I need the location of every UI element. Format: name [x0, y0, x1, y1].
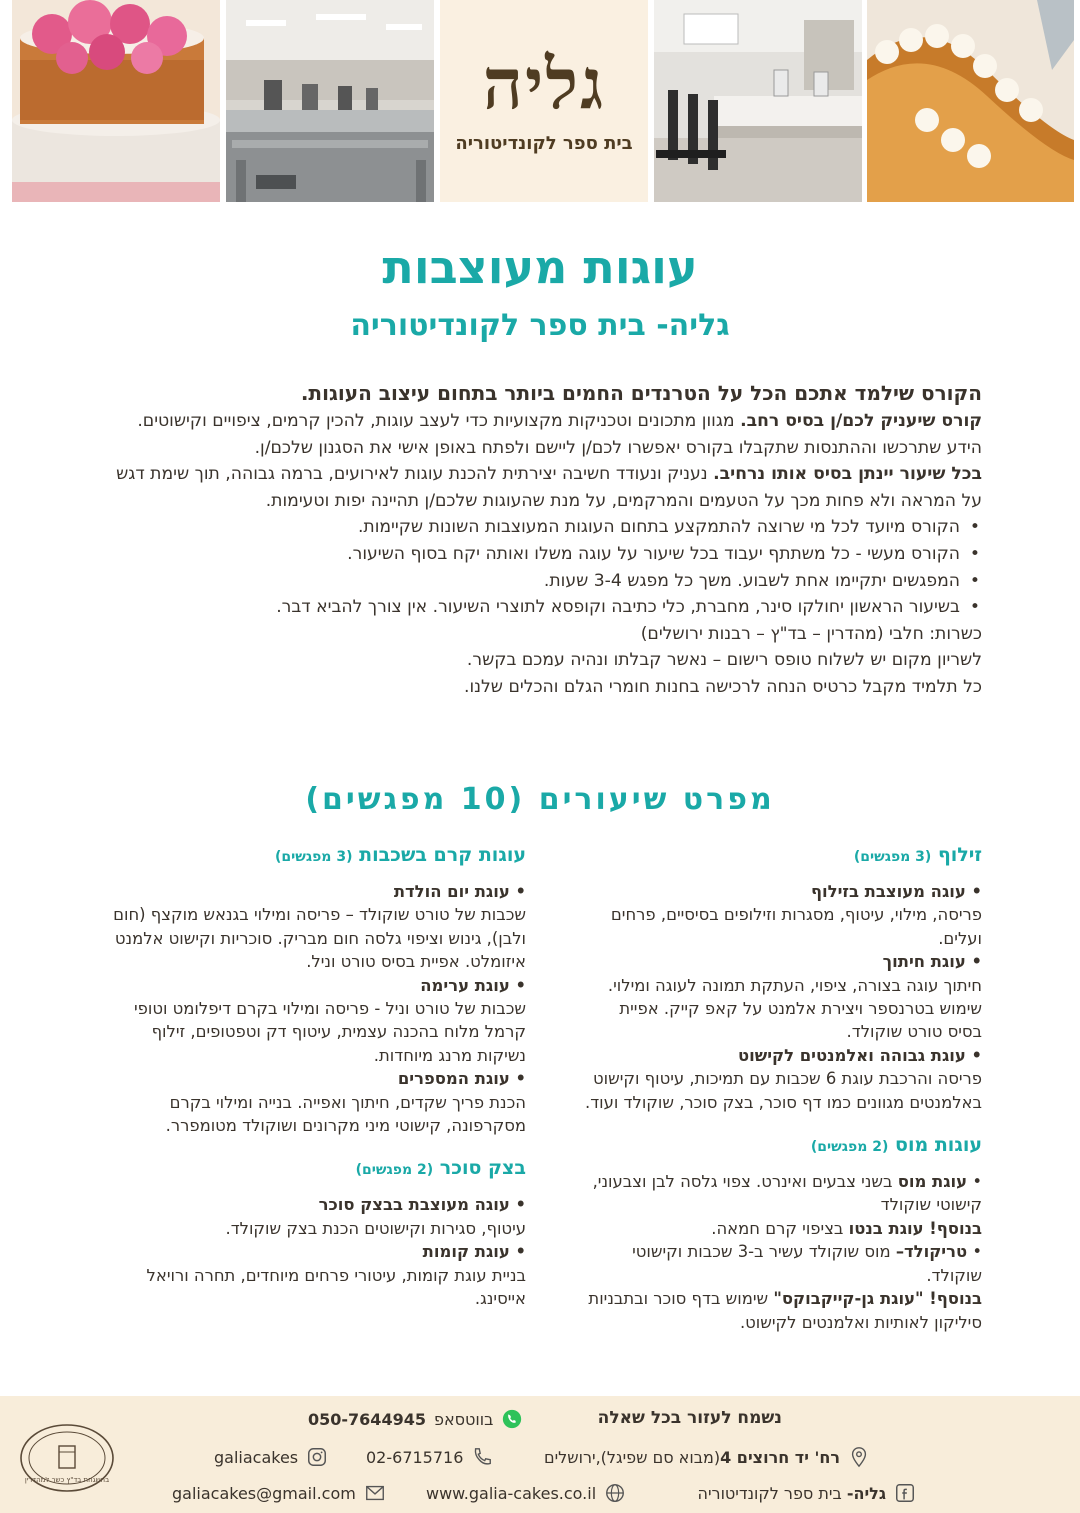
discount-note: כל תלמיד מקבל כרטיס הנחה לרכישה בחנות חומרי הגלם והכלים שלנו. — [464, 676, 982, 697]
lesson-name: • עוגת יום הולדת — [106, 880, 526, 903]
whatsapp-number: 050-7644945 — [308, 1409, 426, 1429]
section-title-cream-layers — [106, 842, 526, 870]
lesson-line: • עוגת מוס בשני צבעים ואינרט. צפוי גלסה לבן וצבעוני, קישוטי שוקולד — [592, 1172, 982, 1215]
syllabus-title: מפרט שיעורים (10 מפגשים) — [305, 782, 775, 817]
header-photo-strip — [12, 0, 1074, 202]
photo-teaching-kitchen — [226, 0, 434, 202]
lesson-line-bold: עוגת מוס — [897, 1172, 968, 1192]
page-subtitle: גליה- בית ספר לקונדיטוריה — [350, 308, 730, 343]
page-title: עוגות מעוצבות — [382, 240, 698, 294]
kosher-seal — [18, 1422, 116, 1494]
intro-bullet: • המפגשים יתקיימו אחת לשבוע. משך כל מפגש 3-4 שעות. — [112, 568, 960, 595]
location-pin-icon — [848, 1446, 870, 1468]
email-address: galiacakes@gmail.com — [172, 1483, 356, 1503]
section-name: בצק סוכר — [439, 1157, 526, 1180]
syllabus-right-column — [582, 842, 982, 1334]
website-url: www.galia-cakes.co.il — [426, 1483, 597, 1503]
syllabus-left-column — [106, 842, 526, 1311]
globe-icon — [604, 1482, 626, 1504]
lesson-line-bold: בנוסף! "עוגת גן-קייקבוקס" — [773, 1289, 982, 1309]
lesson-line: • טריקולד– מוס שוקולד עשיר ב-3 שכבות וקישוטי שוקולד. — [632, 1242, 982, 1285]
facebook-name: בית ספר לקונדיטוריה — [697, 1483, 847, 1503]
lesson-desc: פריסה והרכבת עוגת 6 שכבות עם תמיכות, עיטוף וקישוט באלמנטים מגוונים כמו דף סוכר, בצק סוכר, שוקולד ועוד. — [585, 1069, 982, 1112]
phone-number: 02-6715716 — [366, 1447, 464, 1467]
section-count: (2 מפגשים) — [810, 1139, 889, 1156]
lesson-name: • עוגה מעוצבת בבצק סוכר — [106, 1193, 526, 1216]
intro-paragraph-1 — [112, 408, 982, 461]
lesson-desc: פריסה, מילוי, עיטוף, מסגרות וזילופים בסיסיים, פרחים ועלים. — [610, 905, 982, 948]
whatsapp-label: בווטסאפ — [433, 1409, 494, 1429]
lesson-desc: חיתוך עוגה בצורה, ציפוי, העתקת תמונה לעוגה ומילוי. שימוש בטרנספר ויצירת אלמנט על קאפ קייק. אפיית בסיס טורט שוקולד. — [607, 975, 982, 1042]
lesson-line-bold: טריקולד– — [895, 1242, 968, 1262]
lesson-desc: שכבות של טורט וניל - פריסה ומילוי בקרם דיפלומט וטופי קרמל מלוח בהכנה עצמית, עיטוף דק וטפטופים, זילוף נשיקות מרנג מיוחדות. — [133, 999, 526, 1065]
address — [544, 1446, 870, 1468]
photo-classroom — [654, 0, 862, 202]
email-link[interactable] — [172, 1482, 386, 1504]
lesson-desc: עיטוף, סגירות וקישוטים הכנת בצק שוקולד. — [225, 1218, 526, 1238]
website-link[interactable] — [426, 1482, 626, 1504]
footer-help-text: נשמח לעזור בכל שאלה — [597, 1408, 782, 1428]
facebook-brand: גליה- — [846, 1483, 886, 1503]
lesson-name: • עוגת ערימה — [106, 974, 526, 997]
instagram-handle: galiacakes — [214, 1447, 299, 1467]
intro-headline: הקורס שילמד אתכם הכל על הטרנדים החמים ביותר בתחום עיצוב העוגות. — [300, 381, 982, 405]
address-street: רח' יד חרוצים 4 — [720, 1447, 840, 1467]
facebook-icon — [894, 1482, 916, 1504]
lesson-line-text: מוס שוקולד עשיר ב-3 שכבות וקישוטי שוקולד. — [632, 1242, 982, 1285]
section-title-mousse — [582, 1132, 982, 1160]
address-rest: (מבוא סם שפיגל),ירושלים — [543, 1447, 721, 1467]
section-title-piping — [582, 842, 982, 870]
logo-subtitle: בית ספר לקונדיטוריה — [455, 132, 633, 154]
intro-p1-bold: קורס שיעניק לכם/ן בסיס רחב. — [740, 411, 982, 431]
intro-p2-text: נעניק ונעודד חשיבה יצירתית להכנת עוגות לאירועים, ברמה גבוהה, תוך שימת דגש על המראה ולא פחות מכך על הטעמים והמרקמים, על מנת שהעוגות שלכם/ן תהיינה יפות וטעימות. — [116, 464, 982, 511]
phone-icon — [471, 1446, 493, 1468]
reservation-note: לשריון מקום יש לשלוח טופס רישום – נאשר קבלתו ונהיה עמכם בקשר. — [466, 650, 982, 671]
lesson-name: • עוגת קומות — [106, 1240, 526, 1263]
lesson-name: • עוגת המספרים — [106, 1067, 526, 1090]
intro-paragraph-2 — [112, 461, 982, 514]
lesson-desc: בניית עוגת קומות, עיטורי פרחים מיוחדים, תחרה ורויאל אייסינג. — [146, 1265, 526, 1309]
facebook-link[interactable] — [698, 1482, 917, 1504]
section-count: (3 מפגשים) — [853, 849, 932, 865]
photo-rose-cake — [12, 0, 220, 202]
lesson-line-text: שימוש בדף סוכר ובתבניות סיליקון לאותיות ואלמנטים לקישוט. — [588, 1289, 982, 1332]
whatsapp-contact[interactable] — [308, 1408, 523, 1430]
phone-contact[interactable] — [366, 1446, 493, 1468]
lesson-line-text: בציפוי קרם חמאה. — [711, 1218, 849, 1238]
whatsapp-icon — [501, 1408, 523, 1430]
lesson-name: • עוגה מעוצבת בזילוף — [582, 880, 982, 903]
lesson-line-text: בשני צבעים ואינרט. צפוי גלסה לבן וצבעוני, קישוטי שוקולד — [592, 1172, 982, 1215]
instagram-link[interactable] — [214, 1446, 328, 1468]
intro-p2-bold: בכל שיעור יינתן בסיס אותו נרחיב. — [713, 464, 982, 485]
logo-text: גליה — [482, 41, 606, 125]
contact-footer — [0, 1396, 1080, 1513]
mail-icon — [364, 1482, 386, 1504]
intro-bullets — [112, 514, 982, 620]
section-name: עוגות מוס — [895, 1134, 982, 1157]
lesson-desc: הכנת פריך שקדים, חיתוך ואפייה. בנייה ומילוי בקרם מסקרפונה, קישוטי מיני מקרונים ושוקולד מטומפרר. — [165, 1092, 526, 1136]
section-count: (3 מפגשים) — [274, 849, 353, 865]
instagram-icon — [306, 1446, 328, 1468]
section-title-fondant — [106, 1155, 526, 1183]
kashrut-note: כשרות: חלבי (מהדרין – בד"ץ – רבנות ירושלים) — [640, 623, 982, 644]
lesson-line — [582, 1217, 982, 1240]
section-name: עוגות קרם בשכבות — [359, 844, 526, 866]
intro-bullet: • בשיעור הראשון יחולקו סינר, מחברת, כלי כתיבה וקופסא לתוצרי השיעור. אין צורך להביא דבר. — [112, 594, 960, 621]
section-count: (2 מפגשים) — [355, 1162, 434, 1179]
intro-bullet: • הקורס מעשי - כל משתתף יעבוד בכל שיעור על עוגה משלו ואותה יקח בסוף השיעור. — [112, 541, 960, 568]
lesson-desc: שכבות של טורט שוקולד – פריסה ומילוי בגנאש מוקצף (חום ולבן), גינוש וציפוי גלסה חום מבריק. סוכריות וקישוט אלמנט איזומלט. אפיית בסיס טורט וניל. — [113, 905, 526, 972]
lesson-name: • עוגת חיתוך — [582, 950, 982, 973]
seal-text: בהשגחת בד"ץ כשר למהדרין — [24, 1476, 110, 1484]
photo-cream-pastry — [867, 0, 1074, 202]
course-intro — [112, 378, 982, 701]
school-logo — [440, 0, 648, 202]
section-name: זילוף — [937, 844, 982, 866]
lesson-name: • עוגת גבוהה ואלמנטים לקישוט — [582, 1044, 982, 1067]
intro-bullet: • הקורס מיועד לכל מי שרוצה להתמקצע בתחום העוגות המעוצבות השונות שקיימות. — [112, 514, 960, 541]
lesson-line-bold: בנוסף! עוגת בנטו — [848, 1218, 982, 1238]
lesson-line — [582, 1287, 982, 1334]
intro-p1-text: מגוון מתכונים וטכניקות מקצועיות כדי לעצב עוגות, להכין קרמים, ציפויים וקישוטים. הידע שתרכשו וההתנסות שתקבלו בקורס יאפשרו לכם/ן ליישם ולפתח באופן אישי את הסגנון שלכם/ן. — [137, 411, 982, 458]
